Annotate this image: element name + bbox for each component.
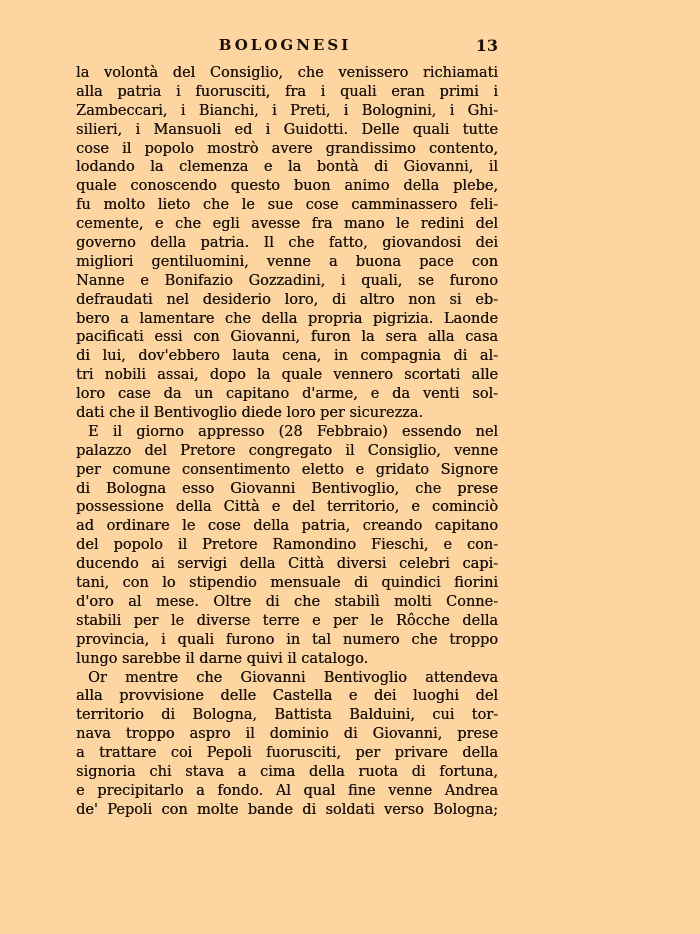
text-line: di lui, dov'ebbero lauta cena, in compagnia di al- bbox=[76, 348, 498, 365]
text-line: signoria chi stava a cima della ruota di fortuna, bbox=[76, 763, 498, 780]
text-line: d'oro al mese. Oltre di che stabilì molti Conne- bbox=[76, 593, 498, 610]
text-line: tani, con lo stipendio mensuale di quindici fiorini bbox=[76, 575, 498, 592]
text-line: e precipitarlo a fondo. Al qual fine venne Andrea bbox=[76, 782, 498, 799]
text-line: governo della patria. Il che fatto, giovandosi dei bbox=[76, 235, 498, 252]
text-line: cose il popolo mostrò avere grandissimo contento, bbox=[76, 140, 498, 157]
text-line: loro case da un capitano d'arme, e da venti sol- bbox=[76, 386, 498, 403]
text-line: silieri, i Mansuoli ed i Guidotti. Delle quali tutte bbox=[76, 121, 498, 138]
text-line: alla provvisione delle Castella e dei luoghi del bbox=[76, 688, 498, 705]
text-line: E il giorno appresso (28 Febbraio) essendo nel bbox=[88, 423, 498, 440]
text-line: ducendo ai servigi della Città diversi celebri capi- bbox=[76, 556, 498, 573]
running-head-title: BOLOGNESI bbox=[218, 36, 352, 54]
text-line: la volontà del Consiglio, che venissero richiamati bbox=[76, 65, 498, 81]
text-line: lodando la clemenza e la bontà di Giovanni, il bbox=[76, 159, 498, 176]
text-line: a trattare coi Pepoli fuorusciti, per privare della bbox=[76, 745, 498, 762]
text-line: alla patria i fuorusciti, fra i quali eran primi i bbox=[76, 83, 498, 100]
text-line: de' Pepoli con molte bande di soldati verso Bologna; bbox=[76, 801, 498, 818]
text-line: nava troppo aspro il dominio di Giovanni, prese bbox=[76, 726, 498, 743]
text-line: lungo sarebbe il darne quivi il catalogo. bbox=[76, 650, 369, 667]
text-line: tri nobili assai, dopo la quale vennero scortati alle bbox=[76, 367, 498, 384]
text-line: fu molto lieto che le sue cose camminassero feli- bbox=[76, 197, 498, 214]
text-line: ad ordinare le cose della patria, creando capitano bbox=[76, 518, 498, 535]
body-text bbox=[76, 64, 498, 820]
text-line: stabili per le diverse terre e per le Rôcche della bbox=[76, 612, 498, 629]
text-line: pacificati essi con Giovanni, furon la sera alla casa bbox=[76, 329, 498, 346]
text-line: defraudati nel desiderio loro, di altro non si eb- bbox=[76, 291, 498, 308]
text-line: di Bologna esso Giovanni Bentivoglio, che prese bbox=[76, 480, 498, 497]
page-number: 13 bbox=[475, 36, 498, 55]
text-line: territorio di Bologna, Battista Balduini, cui tor- bbox=[76, 707, 498, 724]
text-line: per comune consentimento eletto e gridato Signore bbox=[76, 461, 498, 478]
text-line: Zambeccari, i Bianchi, i Preti, i Bolognini, i Ghi- bbox=[76, 102, 498, 119]
text-line: Nanne e Bonifazio Gozzadini, i quali, se furono bbox=[76, 272, 498, 289]
text-line: del popolo il Pretore Ramondino Fieschi, e con- bbox=[76, 537, 498, 554]
running-head bbox=[76, 36, 498, 60]
text-line: cemente, e che egli avesse fra mano le redini del bbox=[76, 216, 498, 233]
text-line: provincia, i quali furono in tal numero che troppo bbox=[76, 631, 498, 648]
text-line: Or mentre che Giovanni Bentivoglio attendeva bbox=[88, 669, 498, 686]
text-line: palazzo del Pretore congregato il Consiglio, venne bbox=[76, 442, 498, 459]
text-line: dati che il Bentivoglio diede loro per sicurezza. bbox=[76, 405, 423, 422]
text-line: possessione della Città e del territorio, e cominciò bbox=[76, 499, 498, 516]
text-line: quale conoscendo questo buon animo della plebe, bbox=[76, 178, 498, 195]
text-line: migliori gentiluomini, venne a buona pace con bbox=[76, 253, 498, 270]
text-line: bero a lamentare che della propria pigrizia. Laonde bbox=[76, 310, 498, 327]
